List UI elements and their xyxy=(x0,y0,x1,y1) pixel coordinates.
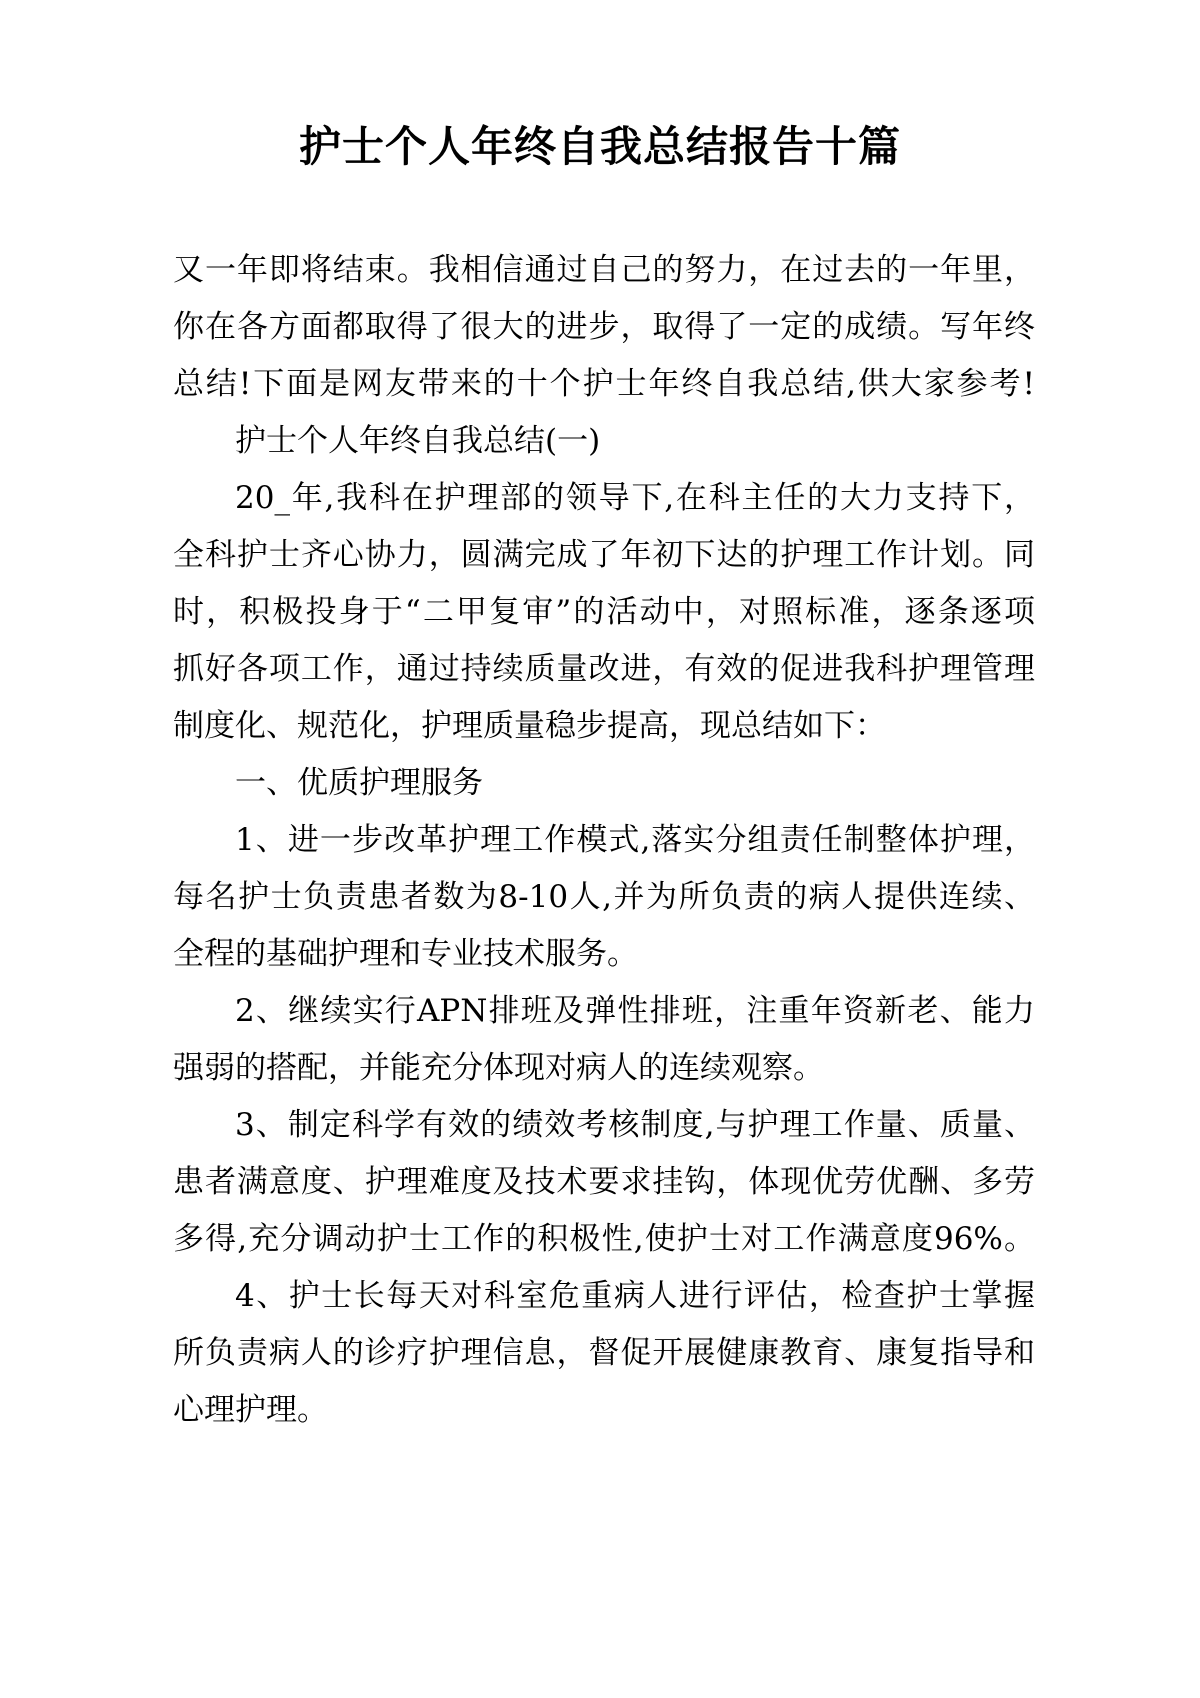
paragraph-line: 全科护士齐心协力，圆满完成了年初下达的护理工作计划。同 xyxy=(173,537,1035,573)
section-heading: 一、优质护理服务 xyxy=(235,765,483,801)
paragraph-line: 总结!下面是网友带来的十个护士年终自我总结,供大家参考! xyxy=(173,366,1035,402)
section-heading: 护士个人年终自我总结(一) xyxy=(235,423,601,459)
paragraph-line: 又一年即将结束。我相信通过自己的努力，在过去的一年里， xyxy=(173,252,1035,288)
paragraph-line: 每名护士负责患者数为8-10人,并为所负责的病人提供连续、 xyxy=(173,879,1035,915)
paragraph-line: 制度化、规范化，护理质量稳步提高，现总结如下： xyxy=(173,708,886,744)
paragraph-line: 抓好各项工作，通过持续质量改进，有效的促进我科护理管理 xyxy=(173,651,1035,687)
paragraph-line: 强弱的搭配，并能充分体现对病人的连续观察。 xyxy=(173,1050,824,1086)
paragraph-line: 20_年,我科在护理部的领导下,在科主任的大力支持下， xyxy=(235,480,1035,516)
paragraph-line: 所负责病人的诊疗护理信息，督促开展健康教育、康复指导和 xyxy=(173,1335,1035,1371)
paragraph-line: 心理护理。 xyxy=(173,1392,328,1428)
document-body xyxy=(173,242,1035,1439)
document-title: 护士个人年终自我总结报告十篇 xyxy=(298,122,901,171)
paragraph-line: 全程的基础护理和专业技术服务。 xyxy=(173,936,638,972)
paragraph-line: 多得,充分调动护士工作的积极性,使护士对工作满意度96%。 xyxy=(173,1221,1035,1257)
paragraph-line: 你在各方面都取得了很大的进步，取得了一定的成绩。写年终 xyxy=(173,309,1035,345)
paragraph-line: 时，积极投身于“二甲复审”的活动中，对照标准，逐条逐项 xyxy=(173,594,1035,630)
paragraph-line: 1、进一步改革护理工作模式,落实分组责任制整体护理， xyxy=(235,822,1035,858)
paragraph-line: 患者满意度、护理难度及技术要求挂钩，体现优劳优酬、多劳 xyxy=(173,1164,1035,1200)
paragraph-line: 3、制定科学有效的绩效考核制度,与护理工作量、质量、 xyxy=(235,1107,1035,1143)
paragraph-line: 4、护士长每天对科室危重病人进行评估，检查护士掌握 xyxy=(235,1278,1035,1314)
paragraph-line: 2、继续实行APN排班及弹性排班，注重年资新老、能力 xyxy=(235,993,1035,1029)
